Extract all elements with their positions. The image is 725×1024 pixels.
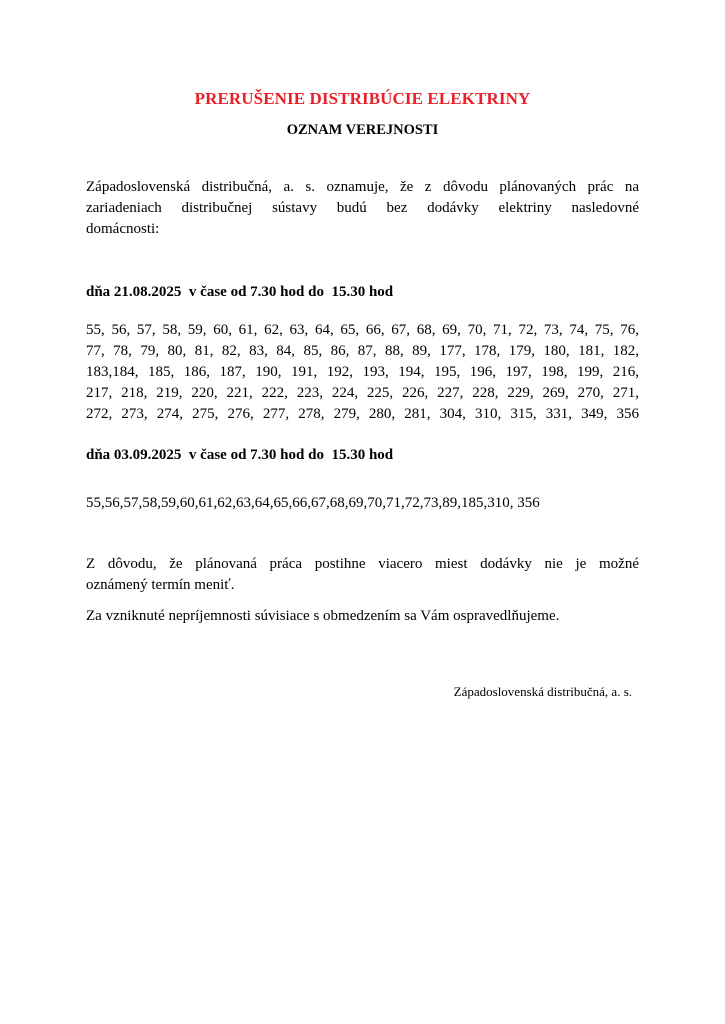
notice-subtitle: OZNAM VEREJNOSTI (286, 122, 439, 138)
outage1-numbers-line: 272, 273, 274, 275, 276, 277, 278, 279, 280, 281, 304, 310, 315, 331, 349, 356 (86, 406, 639, 422)
outage1-numbers-line: 217, 218, 219, 220, 221, 222, 223, 224, 225, 226, 227, 228, 229, 269, 270, 271, (86, 385, 639, 401)
outage2-numbers (86, 493, 639, 514)
apology-text: Za vzniknuté nepríjemnosti súvisiace s obmedzením sa Vám ospravedlňujeme. (86, 608, 560, 624)
closing-paragraph (86, 554, 639, 596)
intro-paragraph (86, 177, 639, 240)
apology-paragraph (86, 606, 639, 627)
outage2-numbers-line: 55,56,57,58,59,60,61,62,63,64,65,66,67,68,69,70,71,72,73,89,185,310, 356 (86, 495, 540, 511)
outage2-date-text: dňa 03.09.2025 v čase od 7.30 hod do 15.30 hod (86, 447, 394, 463)
intro-line: domácnosti: (86, 221, 160, 237)
intro-line: Západoslovenská distribučná, a. s. oznamuje, že z dôvodu plánovaných prác na (86, 179, 639, 195)
outage1-numbers-line: 183,184, 185, 186, 187, 190, 191, 192, 193, 194, 195, 196, 197, 198, 199, 216, (86, 364, 639, 380)
closing-line: Z dôvodu, že plánovaná práca postihne viacero miest dodávky nie je možné (86, 556, 639, 572)
outage2-date (86, 445, 639, 466)
outage1-numbers (86, 320, 639, 425)
outage1-numbers-line: 55, 56, 57, 58, 59, 60, 61, 62, 63, 64, 65, 66, 67, 68, 69, 70, 71, 72, 73, 74, 75, 76, (86, 322, 639, 338)
notice-title: PRERUŠENIE DISTRIBÚCIE ELEKTRINY (194, 89, 531, 108)
signature: Západoslovenská distribučná, a. s. (453, 684, 632, 699)
outage1-date-text: dňa 21.08.2025 v čase od 7.30 hod do 15.30 hod (86, 284, 394, 300)
outage1-numbers-line: 77, 78, 79, 80, 81, 82, 83, 84, 85, 86, 87, 88, 89, 177, 178, 179, 180, 181, 182, (86, 343, 639, 359)
closing-line: oznámený termín meniť. (86, 577, 235, 593)
outage1-date (86, 282, 639, 303)
intro-line: zariadeniach distribučnej sústavy budú bez dodávky elektriny nasledovné (86, 200, 639, 216)
